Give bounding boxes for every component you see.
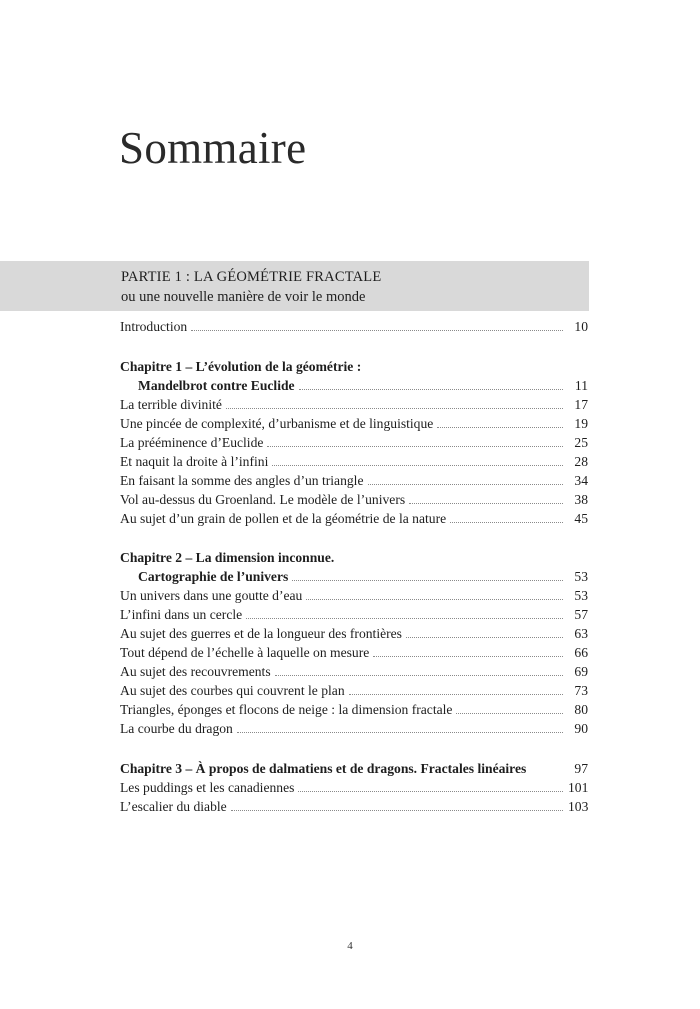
toc-entry-label: Chapitre 3 – À propos de dalmatiens et de dragons. Fractales linéaires	[120, 761, 527, 776]
toc-entry[interactable]	[120, 452, 588, 471]
toc-entry-label: Et naquit la droite à l’infini	[120, 454, 269, 469]
toc-entry-page: 28	[574, 454, 588, 469]
dot-leader	[373, 656, 563, 657]
toc-entry-page: 90	[574, 721, 588, 736]
toc-entry-label: Cartographie de l’univers	[138, 569, 289, 584]
page-number: 4	[347, 940, 353, 952]
toc-entry-label: Vol au-dessus du Groenland. Le modèle de l’univers	[120, 492, 406, 507]
dot-leader	[406, 637, 563, 638]
toc-entry-label: Les puddings et les canadiennes	[120, 780, 295, 795]
toc-entry-page: 10	[574, 319, 588, 334]
toc-entry[interactable]	[120, 490, 588, 509]
dot-leader	[292, 580, 563, 581]
toc-entry[interactable]	[120, 643, 588, 662]
dot-leader	[191, 330, 563, 331]
toc-entry[interactable]	[120, 681, 588, 700]
toc-entry-label: Tout dépend de l’échelle à laquelle on mesure	[120, 645, 370, 660]
chapter-1-subtitle[interactable]	[138, 376, 588, 395]
dot-leader	[267, 446, 563, 447]
toc-entry-page: 53	[574, 588, 588, 603]
dot-leader	[456, 713, 563, 714]
dot-leader	[437, 427, 563, 428]
toc-entry-label: Mandelbrot contre Euclide	[138, 378, 295, 393]
toc-entry-introduction[interactable]	[120, 317, 588, 336]
dot-leader	[450, 522, 563, 523]
toc-entry-page: 63	[574, 626, 588, 641]
toc-entry-label: La prééminence d’Euclide	[120, 435, 264, 450]
toc-entry-label: Un univers dans une goutte d’eau	[120, 588, 303, 603]
toc-entry-label: Au sujet des courbes qui couvrent le plan	[120, 683, 345, 698]
chapter-2-heading[interactable]: Chapitre 2 – La dimension inconnue.	[120, 550, 335, 565]
toc-entry-page: 38	[574, 492, 588, 507]
dot-leader	[298, 791, 563, 792]
toc-entry[interactable]	[120, 797, 588, 816]
toc-entry[interactable]	[120, 395, 588, 414]
part-title: PARTIE 1 : LA GÉOMÉTRIE FRACTALE	[121, 269, 382, 285]
part-header	[0, 261, 589, 311]
toc-entry[interactable]	[120, 605, 588, 624]
toc-entry[interactable]	[120, 586, 588, 605]
dot-leader	[306, 599, 563, 600]
toc-entry-page: 57	[574, 607, 588, 622]
toc-entry-page: 101	[568, 780, 589, 795]
dot-leader	[246, 618, 563, 619]
toc-entry[interactable]	[120, 700, 588, 719]
toc-entry-page: 73	[574, 683, 588, 698]
toc-entry-label: Une pincée de complexité, d’urbanisme et de linguistique	[120, 416, 434, 431]
dot-leader	[299, 389, 563, 390]
toc-entry-page: 97	[574, 761, 588, 776]
chapter-3-heading[interactable]	[120, 759, 588, 778]
toc-entry-page: 45	[574, 511, 588, 526]
toc-entry[interactable]	[120, 719, 588, 738]
toc-entry-label: La courbe du dragon	[120, 721, 233, 736]
toc-entry-page: 19	[574, 416, 588, 431]
toc-entry-page: 66	[574, 645, 588, 660]
toc-entry[interactable]	[120, 624, 588, 643]
chapter-1-heading[interactable]: Chapitre 1 – L’évolution de la géométrie :	[120, 359, 362, 374]
toc-entry[interactable]	[120, 662, 588, 681]
dot-leader	[272, 465, 563, 466]
toc-entry-page: 53	[574, 569, 588, 584]
toc-entry-label: La terrible divinité	[120, 397, 222, 412]
toc-entry-page: 11	[574, 378, 588, 393]
dot-leader	[368, 484, 564, 485]
toc-entry-page: 80	[574, 702, 588, 717]
toc-entry-page: 17	[574, 397, 588, 412]
dot-leader	[231, 810, 563, 811]
toc-entry-label: Au sujet des recouvrements	[120, 664, 271, 679]
page-title: Sommaire	[119, 123, 307, 173]
part-subtitle: ou une nouvelle manière de voir le monde	[121, 289, 366, 305]
toc-entry-label: L’escalier du diable	[120, 799, 227, 814]
toc-entry-label: Au sujet des guerres et de la longueur des frontières	[120, 626, 402, 641]
toc-entry[interactable]	[120, 509, 588, 528]
toc-entry[interactable]	[120, 778, 588, 797]
dot-leader	[275, 675, 563, 676]
dot-leader	[409, 503, 563, 504]
toc-entry-label: Au sujet d’un grain de pollen et de la géométrie de la nature	[120, 511, 447, 526]
toc-entry-label: Triangles, éponges et flocons de neige : la dimension fractale	[120, 702, 453, 717]
toc-entry[interactable]	[120, 433, 588, 452]
toc-entry[interactable]	[120, 414, 588, 433]
dot-leader	[226, 408, 563, 409]
dot-leader	[349, 694, 563, 695]
toc-entry-label: Introduction	[120, 319, 188, 334]
dot-leader	[237, 732, 563, 733]
toc-entry-page: 34	[574, 473, 588, 488]
toc-entry[interactable]	[120, 471, 588, 490]
toc-entry-page: 25	[574, 435, 588, 450]
toc-entry-label: L’infini dans un cercle	[120, 607, 243, 622]
chapter-2-subtitle[interactable]	[138, 567, 588, 586]
toc-entry-label: En faisant la somme des angles d’un triangle	[120, 473, 364, 488]
toc-entry-page: 103	[568, 799, 589, 814]
toc-entry-page: 69	[574, 664, 588, 679]
